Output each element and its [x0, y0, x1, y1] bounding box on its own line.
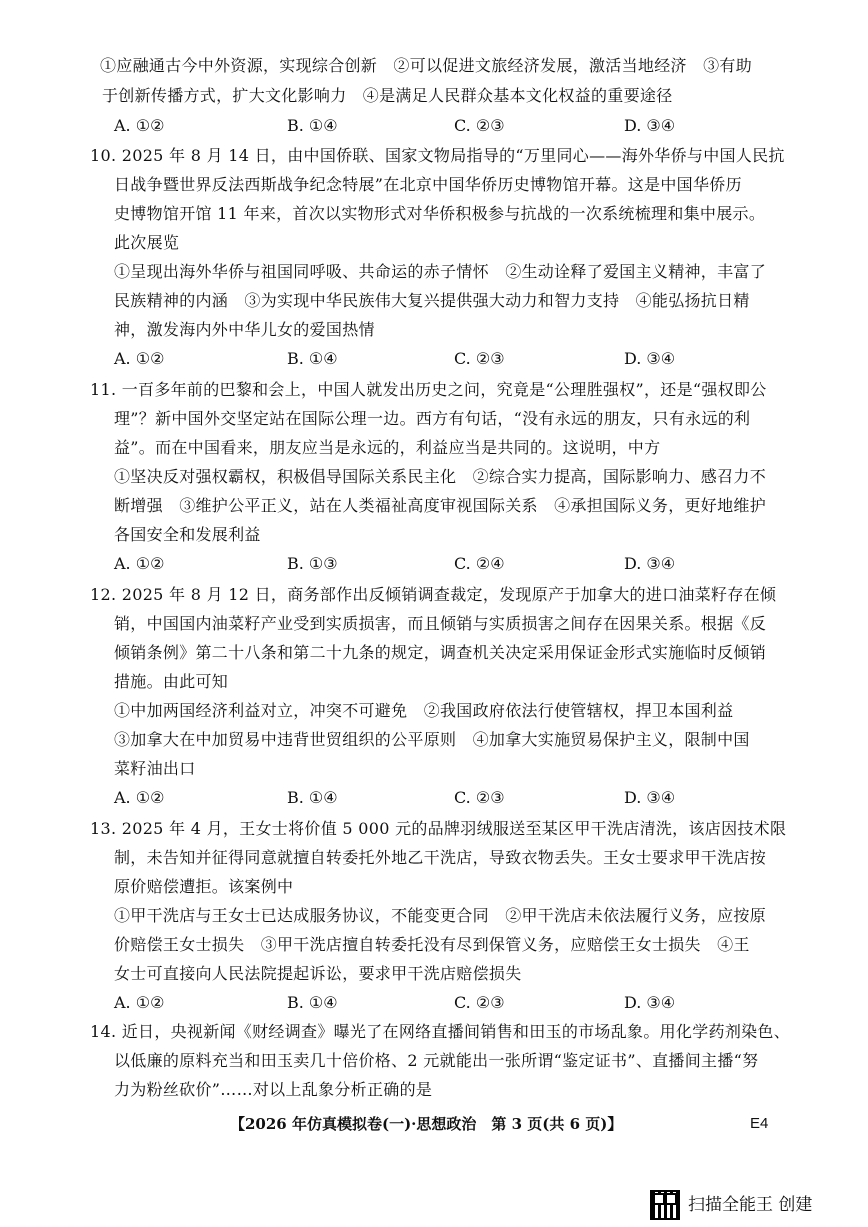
option-a: A. ①②: [114, 116, 165, 135]
text-line: 销，中国国内油菜籽产业受到实质损害，而且倾销与实质损害之间存在因果关系。根据《反: [114, 614, 767, 633]
text-line: 断增强 ③维护公平正义，站在人类福祉高度审视国际关系 ④承担国际义务，更好地维护: [114, 496, 767, 515]
answer-options: [114, 554, 754, 574]
text-line: 菜籽油出口: [114, 759, 196, 778]
option-d: D. ③④: [624, 554, 676, 573]
text-line: ①甲干洗店与王女士已达成服务协议，不能变更合同 ②甲干洗店未依法履行义务，应按原: [114, 906, 767, 925]
watermark-text: 扫描全能王 创建: [688, 1195, 813, 1215]
option-c: C. ②④: [454, 554, 505, 573]
text-line: 各国安全和发展利益: [114, 525, 261, 544]
paper-code: E4: [750, 1115, 769, 1132]
page-footer: [230, 1112, 790, 1136]
text-line: 理”？新中国外交坚定站在国际公理一边。西方有句话，“没有永远的朋友，只有永远的利: [114, 409, 751, 428]
question-stem: 12. 2025 年 8 月 12 日，商务部作出反倾销调查裁定，发现原产于加拿大的进口油菜籽存在倾: [90, 585, 777, 604]
option-a: A. ①②: [114, 993, 165, 1012]
option-b: B. ①④: [287, 993, 338, 1012]
text-line: 此次展览: [114, 233, 180, 252]
text-line: ①中加两国经济利益对立，冲突不可避免 ②我国政府依法行使管辖权，捍卫本国利益: [114, 701, 734, 720]
option-d: D. ③④: [624, 116, 676, 135]
footer-title: 【2026 年仿真模拟卷(一)·思想政治 第 3 页(共 6 页)】: [230, 1115, 623, 1133]
answer-options: [114, 349, 754, 369]
option-b: B. ①④: [287, 788, 338, 807]
option-c: C. ②③: [454, 349, 505, 368]
text-line: 力为粉丝砍价”……对以上乱象分析正确的是: [114, 1080, 433, 1099]
question-stem: 10. 2025 年 8 月 14 日，由中国侨联、国家文物局指导的“万里同心——海外华侨与中国人民抗: [90, 146, 785, 165]
option-b: B. ①④: [287, 349, 338, 368]
text-line: 民族精神的内涵 ③为实现中华民族伟大复兴提供强大动力和智力支持 ④能弘扬抗日精: [114, 291, 750, 310]
text-line: ③加拿大在中加贸易中违背世贸组织的公平原则 ④加拿大实施贸易保护主义，限制中国: [114, 730, 750, 749]
answer-options: [114, 116, 754, 136]
text-line: 神，激发海内外中华儿女的爱国热情: [114, 320, 375, 339]
option-b: B. ①③: [287, 554, 338, 573]
option-d: D. ③④: [624, 349, 676, 368]
question-stem: 13. 2025 年 4 月，王女士将价值 5 000 元的品牌羽绒服送至某区甲干洗店清洗，该店因技术限: [90, 819, 787, 838]
text-line: 史博物馆开馆 11 年来，首次以实物形式对华侨积极参与抗战的一次系统梳理和集中展示。: [114, 204, 766, 223]
option-c: C. ②③: [454, 116, 505, 135]
text-line: 于创新传播方式，扩大文化影响力 ④是满足人民群众基本文化权益的重要途径: [102, 86, 673, 105]
option-c: C. ②③: [454, 993, 505, 1012]
option-d: D. ③④: [624, 788, 676, 807]
text-line: ①应融通古今中外资源，实现综合创新 ②可以促进文旅经济发展，激活当地经济 ③有助: [100, 56, 753, 75]
text-line: ①呈现出海外华侨与祖国同呼吸、共命运的赤子情怀 ②生动诠释了爱国主义精神，丰富了: [114, 262, 767, 281]
scanner-watermark: [650, 1190, 860, 1220]
text-line: 原价赔偿遭拒。该案例中: [114, 877, 294, 896]
text-line: 价赔偿王女士损失 ③甲干洗店擅自转委托没有尽到保管义务，应赔偿王女士损失 ④王: [114, 935, 750, 954]
option-d: D. ③④: [624, 993, 676, 1012]
question-stem: 11. 一百多年前的巴黎和会上，中国人就发出历史之问，究竟是“公理胜强权”，还是“强权即公: [90, 380, 767, 399]
qr-code-icon: [650, 1190, 680, 1220]
text-line: 以低廉的原料充当和田玉卖几十倍价格、2 元就能出一张所谓“鉴定证书”、直播间主播“努: [114, 1051, 759, 1070]
text-line: ①坚决反对强权霸权，积极倡导国际关系民主化 ②综合实力提高，国际影响力、感召力不: [114, 467, 767, 486]
text-line: 益”。而在中国看来，朋友应当是永远的，利益应当是共同的。这说明，中方: [114, 438, 661, 457]
option-a: A. ①②: [114, 554, 165, 573]
answer-options: [114, 993, 754, 1013]
text-line: 日战争暨世界反法西斯战争纪念特展”在北京中国华侨历史博物馆开幕。这是中国华侨历: [114, 175, 742, 194]
answer-options: [114, 788, 754, 808]
option-a: A. ①②: [114, 349, 165, 368]
text-line: 女士可直接向人民法院提起诉讼，要求甲干洗店赔偿损失: [114, 964, 522, 983]
option-a: A. ①②: [114, 788, 165, 807]
text-line: 倾销条例》第二十八条和第二十九条的规定，调查机关决定采用保证金形式实施临时反倾销: [114, 643, 767, 662]
question-stem: 14. 近日，央视新闻《财经调查》曝光了在网络直播间销售和田玉的市场乱象。用化学药剂染色、: [90, 1022, 791, 1041]
text-line: 措施。由此可知: [114, 672, 229, 691]
option-b: B. ①④: [287, 116, 338, 135]
option-c: C. ②③: [454, 788, 505, 807]
text-line: 制，未告知并征得同意就擅自转委托外地乙干洗店，导致衣物丢失。王女士要求甲干洗店按: [114, 848, 767, 867]
